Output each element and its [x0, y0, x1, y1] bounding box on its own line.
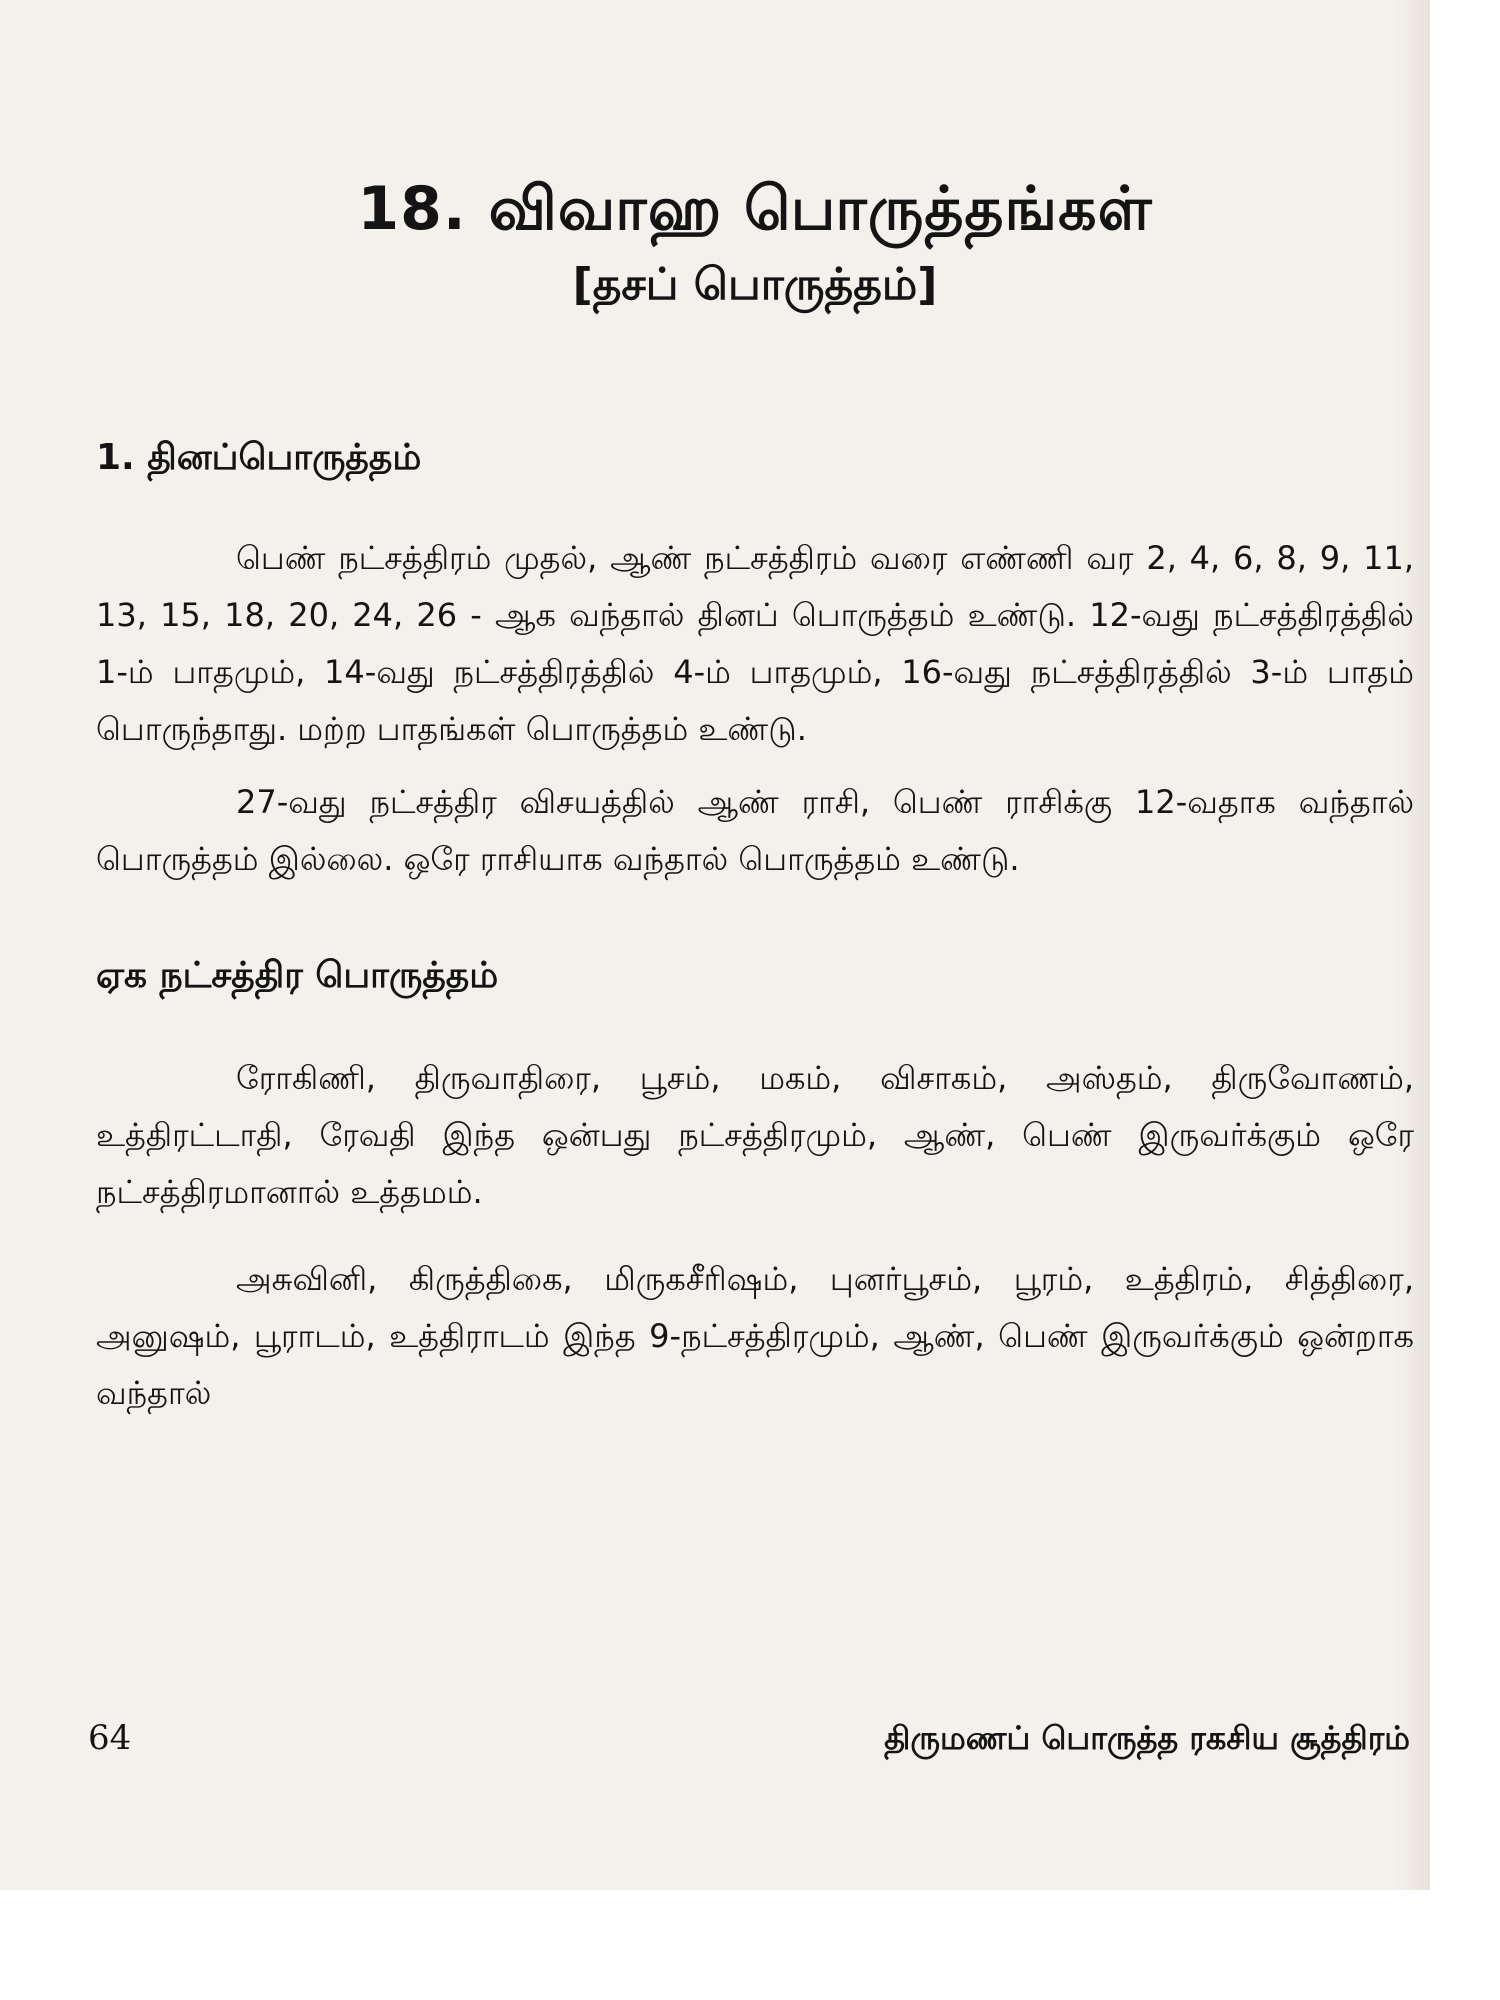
section-heading-dina: 1. தினப்பொருத்தம் — [96, 437, 422, 478]
paragraph: ரோகிணி, திருவாதிரை, பூசம், மகம், விசாகம், அஸ்தம், திருவோணம், உத்திரட்டாதி, ரேவதி இந்த ஒன்பது நட்சத்திரமும், ஆண், பெண் இருவர்க்கும் ஒரே நட்சத்திரமானால் உத்தமம். — [96, 1059, 1414, 1211]
page-body — [96, 170, 1414, 1422]
page-number: 64 — [88, 1718, 132, 1758]
page-footer — [88, 1712, 1410, 1768]
section-heading-eka-nakshatra: ஏக நட்சத்திர பொருத்தம் — [96, 955, 499, 996]
paragraph: 27-வது நட்சத்திர விசயத்தில் ஆண் ராசி, பெண் ராசிக்கு 12-வதாக வந்தால் பொருத்தம் இல்லை. ஒரே ராசியாக வந்தால் பொருத்தம் உண்டு. — [96, 783, 1414, 878]
chapter-title: 18. விவாஹ பொருத்தங்கள் — [357, 174, 1153, 244]
running-title: திருமணப் பொருத்த ரகசிய சூத்திரம் — [884, 1719, 1410, 1757]
paragraph: அசுவினி, கிருத்திகை, மிருகசீரிஷம், புனர்பூசம், பூரம், உத்திரம், சித்திரை, அனுஷம், பூராடம், உத்திராடம் இந்த 9-நட்சத்திரமும், ஆண், பெண் இருவர்க்கும் ஒன்றாக வந்தால் — [96, 1260, 1414, 1412]
paragraph: பெண் நட்சத்திரம் முதல், ஆண் நட்சத்திரம் வரை எண்ணி வர 2, 4, 6, 8, 9, 11, 13, 15, 18, 20, 24, 26 - ஆக வந்தால் தினப் பொருத்தம் உண்டு. 12-வது நட்சத்திரத்தில் 1-ம் பாதமும், 14-வது நட்சத்திரத்தில் 4-ம் பாதமும், 16-வது நட்சத்திரத்தில் 3-ம் பாதம் பொருந்தாது. மற்ற பாதங்கள் பொருத்தம் உண்டு. — [96, 539, 1414, 748]
chapter-subtitle: [தசப் பொருத்தம்] — [572, 259, 938, 310]
